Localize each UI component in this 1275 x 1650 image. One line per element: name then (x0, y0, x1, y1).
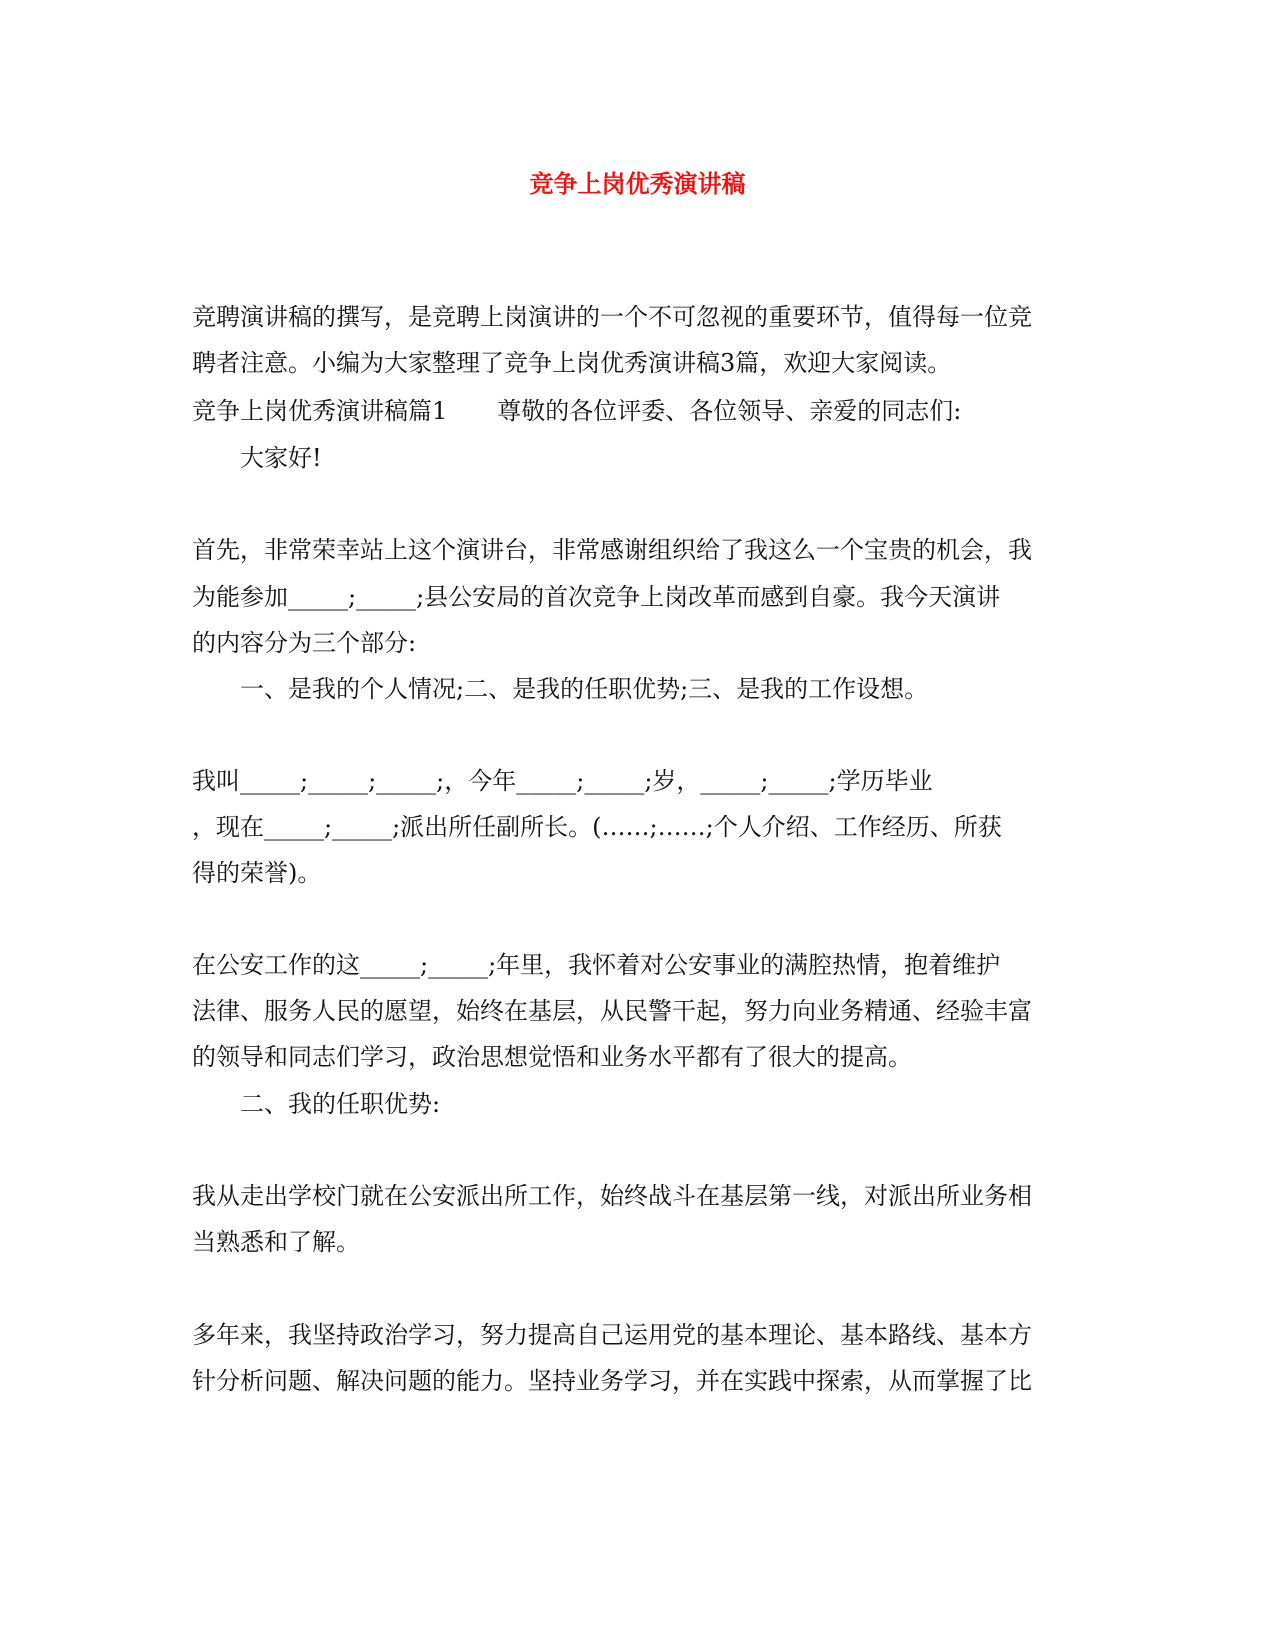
paragraph-line: 一、是我的个人情况;二、是我的任职优势;三、是我的工作设想。 (240, 675, 929, 703)
paragraph-line: ，现在_____;_____;派出所任副所长。(……;……;个人介绍、工作经历、所获 (192, 813, 1002, 841)
page-title: 竞争上岗优秀演讲稿 (529, 170, 746, 198)
paragraph-line: 的领导和同志们学习，政治思想觉悟和业务水平都有了很大的提高。 (192, 1043, 912, 1071)
paragraph-line: 多年来，我坚持政治学习，努力提高自己运用党的基本理论、基本路线、基本方 (192, 1321, 1032, 1349)
greeting: 大家好! (240, 444, 322, 472)
paragraph-line: 首先，非常荣幸站上这个演讲台，非常感谢组织给了我这么一个宝贵的机会，我 (192, 536, 1032, 564)
paragraph-line: 法律、服务人民的愿望，始终在基层，从民警干起，努力向业务精通、经验丰富 (192, 997, 1032, 1025)
paragraph-line: 当熟悉和了解。 (192, 1228, 360, 1256)
paragraph-line: 得的荣誉)。 (192, 859, 322, 887)
section-heading-line (192, 394, 1092, 428)
paragraph-line: 的内容分为三个部分: (192, 629, 417, 657)
paragraph-line: 为能参加_____;_____;县公安局的首次竞争上岗改革而感到自豪。我今天演讲 (192, 583, 1001, 611)
paragraph-line: 聘者注意。小编为大家整理了竞争上岗优秀演讲稿3篇，欢迎大家阅读。 (192, 349, 952, 377)
paragraph-line: 在公安工作的这_____;_____;年里，我怀着对公安事业的满腔热情，抱着维护 (192, 951, 1001, 979)
section-heading: 竞争上岗优秀演讲稿篇1 (192, 397, 448, 425)
paragraph-line: 我叫_____;_____;_____;，今年_____;_____;岁，_____;_____;学历毕业 (192, 767, 933, 795)
paragraph-line: 针分析问题、解决问题的能力。坚持业务学习，并在实践中探索，从而掌握了比 (192, 1367, 1032, 1395)
paragraph-line: 我从走出学校门就在公安派出所工作，始终战斗在基层第一线，对派出所业务相 (192, 1182, 1032, 1210)
salutation: 尊敬的各位评委、各位领导、亲爱的同志们: (497, 397, 962, 425)
paragraph-line: 竞聘演讲稿的撰写，是竞聘上岗演讲的一个不可忽视的重要环节，值得每一位竞 (192, 303, 1032, 331)
section-subheading: 二、我的任职优势: (240, 1090, 441, 1118)
